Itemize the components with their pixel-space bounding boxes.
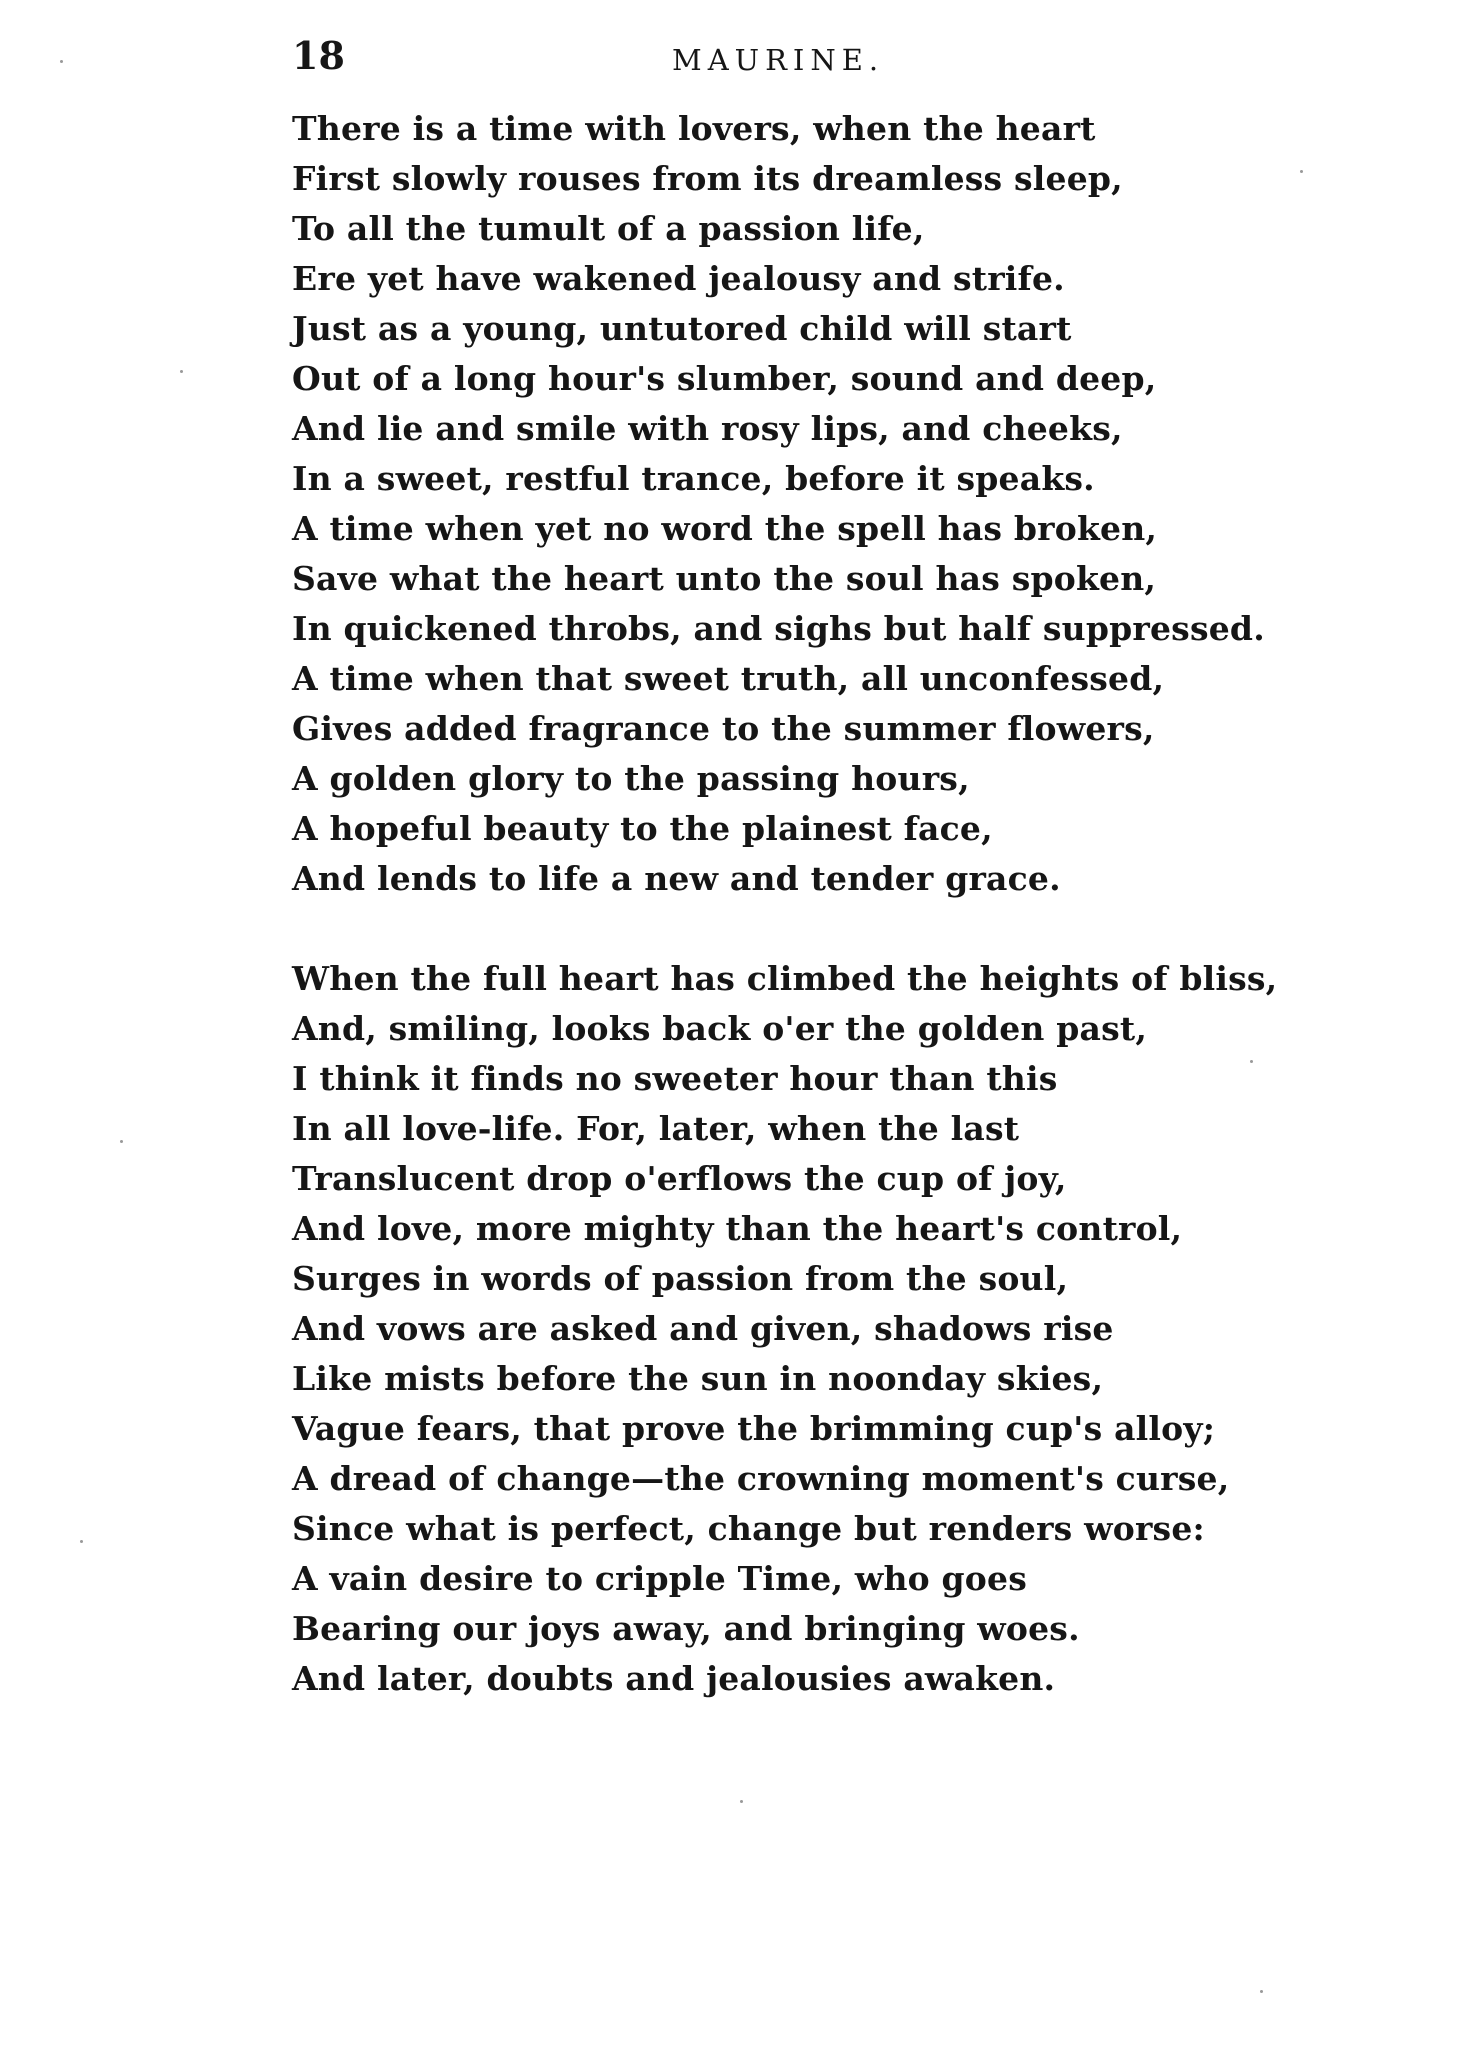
poem-line: And lie and smile with rosy lips, and cheeks, bbox=[292, 409, 1123, 448]
poem-line: And lends to life a new and tender grace. bbox=[292, 859, 1061, 898]
poem-line: Bearing our joys away, and bringing woes. bbox=[292, 1609, 1080, 1648]
poem-line: A dread of change—the crowning moment's curse, bbox=[292, 1459, 1230, 1498]
poem-line: Just as a young, untutored child will start bbox=[292, 309, 1072, 348]
stanza-2 bbox=[292, 954, 1422, 1704]
print-speck bbox=[180, 370, 183, 373]
print-speck bbox=[1260, 1990, 1263, 1993]
poem-line: Surges in words of passion from the soul, bbox=[292, 1259, 1069, 1298]
poem-line: And vows are asked and given, shadows rise bbox=[292, 1309, 1114, 1348]
poem-line: Gives added fragrance to the summer flowers, bbox=[292, 709, 1155, 748]
poem-line: Vague fears, that prove the brimming cup's alloy; bbox=[292, 1409, 1216, 1448]
poem-line: In a sweet, restful trance, before it speaks. bbox=[292, 459, 1095, 498]
print-speck bbox=[1300, 170, 1303, 173]
stanza-1 bbox=[292, 104, 1422, 904]
poem-line: A golden glory to the passing hours, bbox=[292, 759, 970, 798]
running-title: MAURINE. bbox=[672, 43, 885, 77]
print-speck bbox=[80, 1540, 83, 1543]
poem-line: A vain desire to cripple Time, who goes bbox=[292, 1559, 1027, 1598]
print-speck bbox=[60, 60, 63, 63]
poem-line: In quickened throbs, and sighs but half suppressed. bbox=[292, 609, 1265, 648]
poem-line: Like mists before the sun in noonday skies, bbox=[292, 1359, 1104, 1398]
poem-line: In all love-life. For, later, when the last bbox=[292, 1109, 1020, 1148]
poem-line: Translucent drop o'erflows the cup of joy, bbox=[292, 1159, 1067, 1198]
poem-line: Out of a long hour's slumber, sound and deep, bbox=[292, 359, 1157, 398]
poem-line: There is a time with lovers, when the heart bbox=[292, 109, 1096, 148]
poem-line: Save what the heart unto the soul has spoken, bbox=[292, 559, 1157, 598]
print-speck bbox=[740, 1800, 743, 1803]
print-speck bbox=[1250, 1060, 1253, 1063]
poem-text bbox=[292, 104, 1422, 1704]
poem-line: And love, more mighty than the heart's control, bbox=[292, 1209, 1183, 1248]
poem-line: And, smiling, looks back o'er the golden past, bbox=[292, 1009, 1148, 1048]
poem-line: And later, doubts and jealousies awaken. bbox=[292, 1659, 1056, 1698]
poem-line: A time when yet no word the spell has broken, bbox=[292, 509, 1158, 548]
print-speck bbox=[120, 1140, 123, 1143]
poem-line: To all the tumult of a passion life, bbox=[292, 209, 925, 248]
poem-line: First slowly rouses from its dreamless sleep, bbox=[292, 159, 1123, 198]
poem-line: Since what is perfect, change but renders worse: bbox=[292, 1509, 1205, 1548]
poem-line: A time when that sweet truth, all unconfessed, bbox=[292, 659, 1165, 698]
poem-line: Ere yet have wakened jealousy and strife. bbox=[292, 259, 1065, 298]
poem-line: I think it finds no sweeter hour than this bbox=[292, 1059, 1058, 1098]
poem-line: When the full heart has climbed the heights of bliss, bbox=[292, 959, 1278, 998]
page-header bbox=[292, 22, 1292, 92]
poem-line: A hopeful beauty to the plainest face, bbox=[292, 809, 993, 848]
page-number: 18 bbox=[292, 33, 345, 78]
